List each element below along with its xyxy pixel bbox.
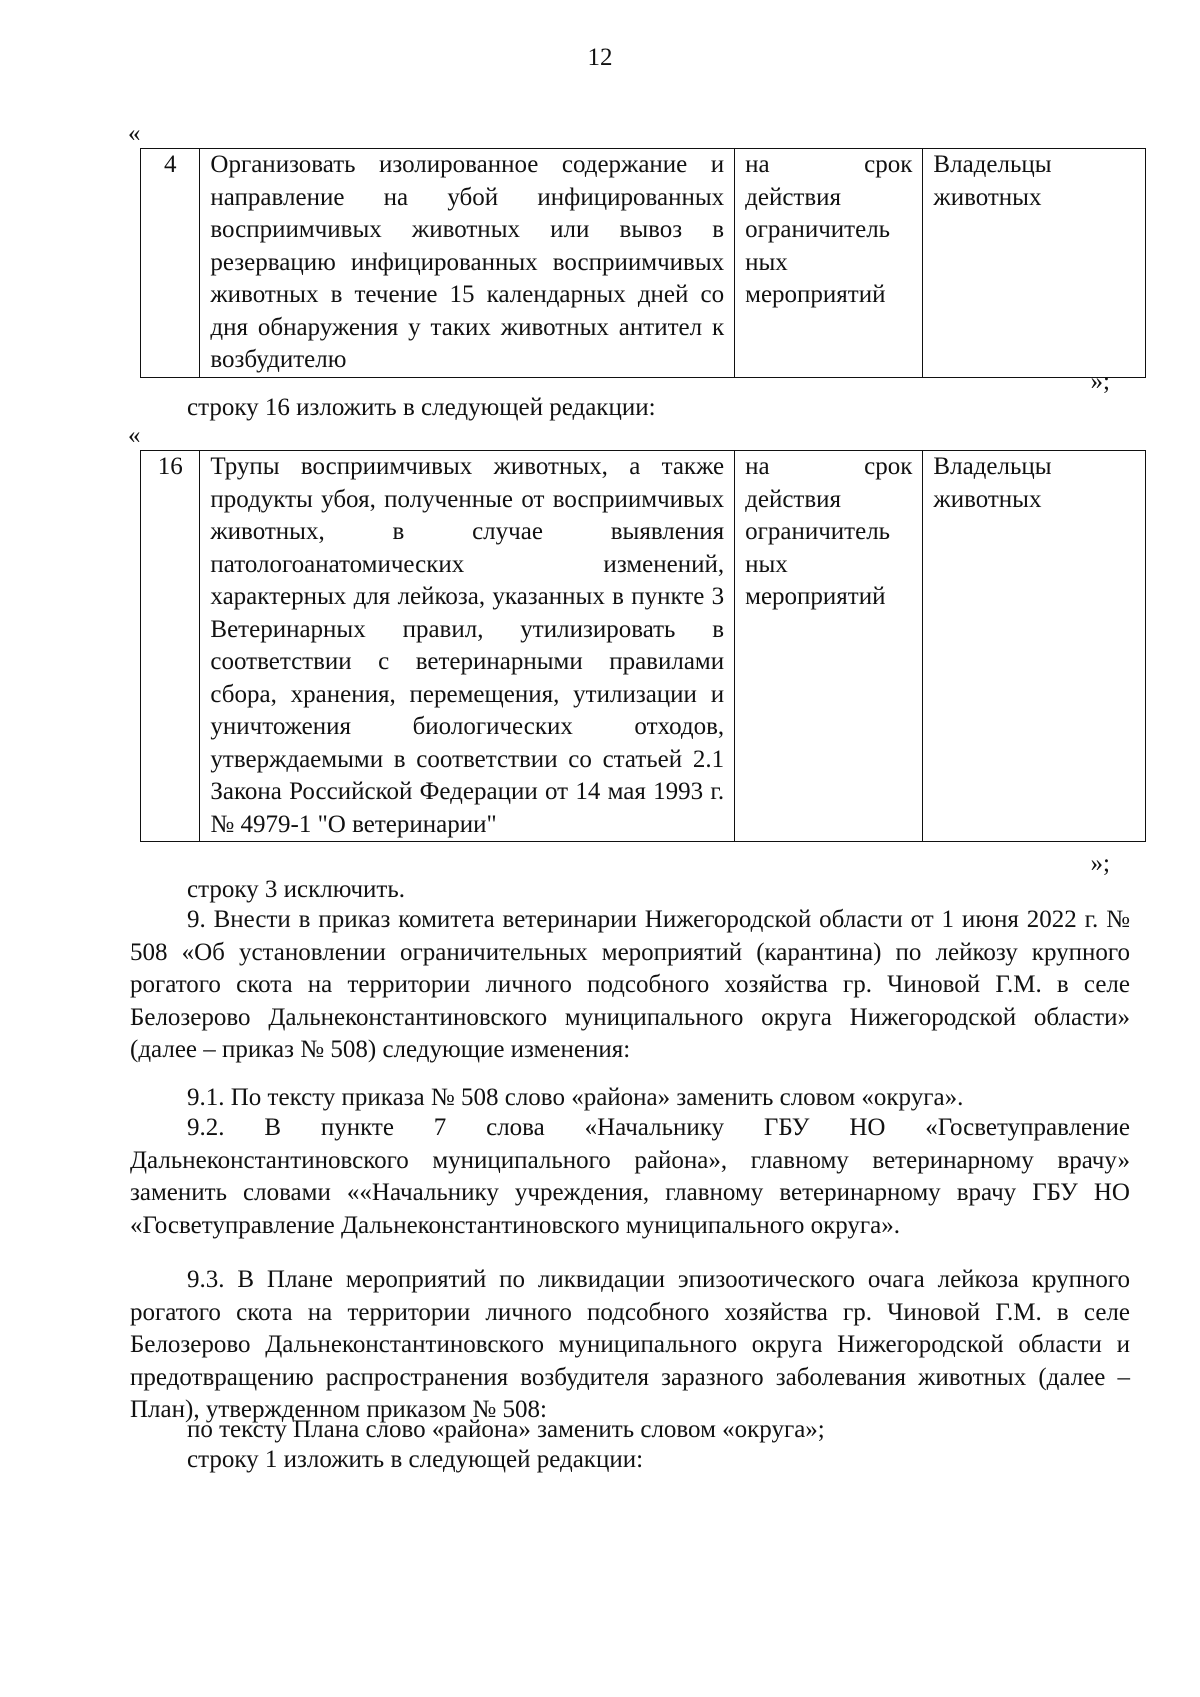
term-rest: действия ограничитель ных мероприятий [745,183,891,308]
row-responsible: Владельцы животных [923,451,1146,842]
term-rest: действия ограничитель ных мероприятий [745,485,891,610]
amendment-table-row-4 [140,148,1146,378]
paragraph-9-1: 9.1. По тексту приказа № 508 слово «района» заменить словом «округа». [187,1084,964,1111]
intro-row-16: строку 16 изложить в следующей редакции: [187,394,656,421]
paragraph-9-2: 9.2. В пункте 7 слова «Начальнику ГБУ НО «Госветуправление Дальнеконстантиновского муниципального района», главному ветеринарному врачу» заменить словами ««Начальнику учреждения, главному ветеринарному врачу ГБУ НО «Госветуправление Дальнеконстантиновского муниципального округа». [130,1114,1130,1239]
paragraph-9: 9. Внести в приказ комитета ветеринарии Нижегородской области от 1 июня 2022 г. № 508 «Об установлении ограничительных мероприятий (карантина) по лейкозу крупного рогатого скота на территории личного подсобного хозяйства гр. Чиновой Г.М. в селе Белозерово Дальнеконстантиновского муниципального округа Нижегородской области» (далее – приказ № 508) следующие изменения: [130,906,1130,1063]
row-term [735,451,923,842]
page-number: 12 [587,44,613,71]
row-responsible: Владельцы животных [923,149,1146,378]
opening-quote: « [128,120,141,147]
closing-quote: »; [1090,368,1110,395]
row-number: 4 [141,149,200,378]
row-action: Трупы восприимчивых животных, а также продукты убоя, полученные от восприимчивых животных, в случае выявления патологоанатомических изменений, характерных для лейкоза, указанных в пункте 3 Ветеринарных правил, утилизировать в соответствии с ветеринарными правилами сбора, хранения, перемещения, утилизации и уничтожения биологических отходов, утверждаемыми в соответствии со статьей 2.1 Закона Российской Федерации от 14 мая 1993 г. № 4979-1 "О ветеринарии" [200,451,735,842]
term-first-line [745,149,912,182]
plan-text-line: по тексту Плана слово «района» заменить словом «округа»; [187,1416,825,1443]
term-word-b: срок [864,151,913,178]
table-row [141,451,1146,842]
opening-quote: « [128,422,141,449]
term-word-a: на [745,453,770,480]
paragraph-9-3: 9.3. В Плане мероприятий по ликвидации эпизоотического очага лейкоза крупного рогатого скота на территории личного подсобного хозяйства гр. Чиновой Г.М. в селе Белозерово Дальнеконстантиновского муниципального округа Нижегородской области и предотвращению распространения возбудителя заразного заболевания животных (далее – План), утвержденном приказом № 508: [130,1266,1130,1423]
closing-quote: »; [1090,850,1110,877]
amendment-table-row-16 [140,450,1146,842]
row-term [735,149,923,378]
row1-intro-line: строку 1 изложить в следующей редакции: [187,1446,644,1473]
term-first-line [745,451,912,484]
row3-excluded-line: строку 3 исключить. [187,876,405,903]
term-word-a: на [745,151,770,178]
row-number: 16 [141,451,200,842]
table-row [141,149,1146,378]
row-action: Организовать изолированное содержание и направление на убой инфицированных восприимчивых животных или вывоз в резервацию инфицированных восприимчивых животных в течение 15 календарных дней со дня обнаружения у таких животных антител к возбудителю [200,149,735,378]
term-word-b: срок [864,453,913,480]
